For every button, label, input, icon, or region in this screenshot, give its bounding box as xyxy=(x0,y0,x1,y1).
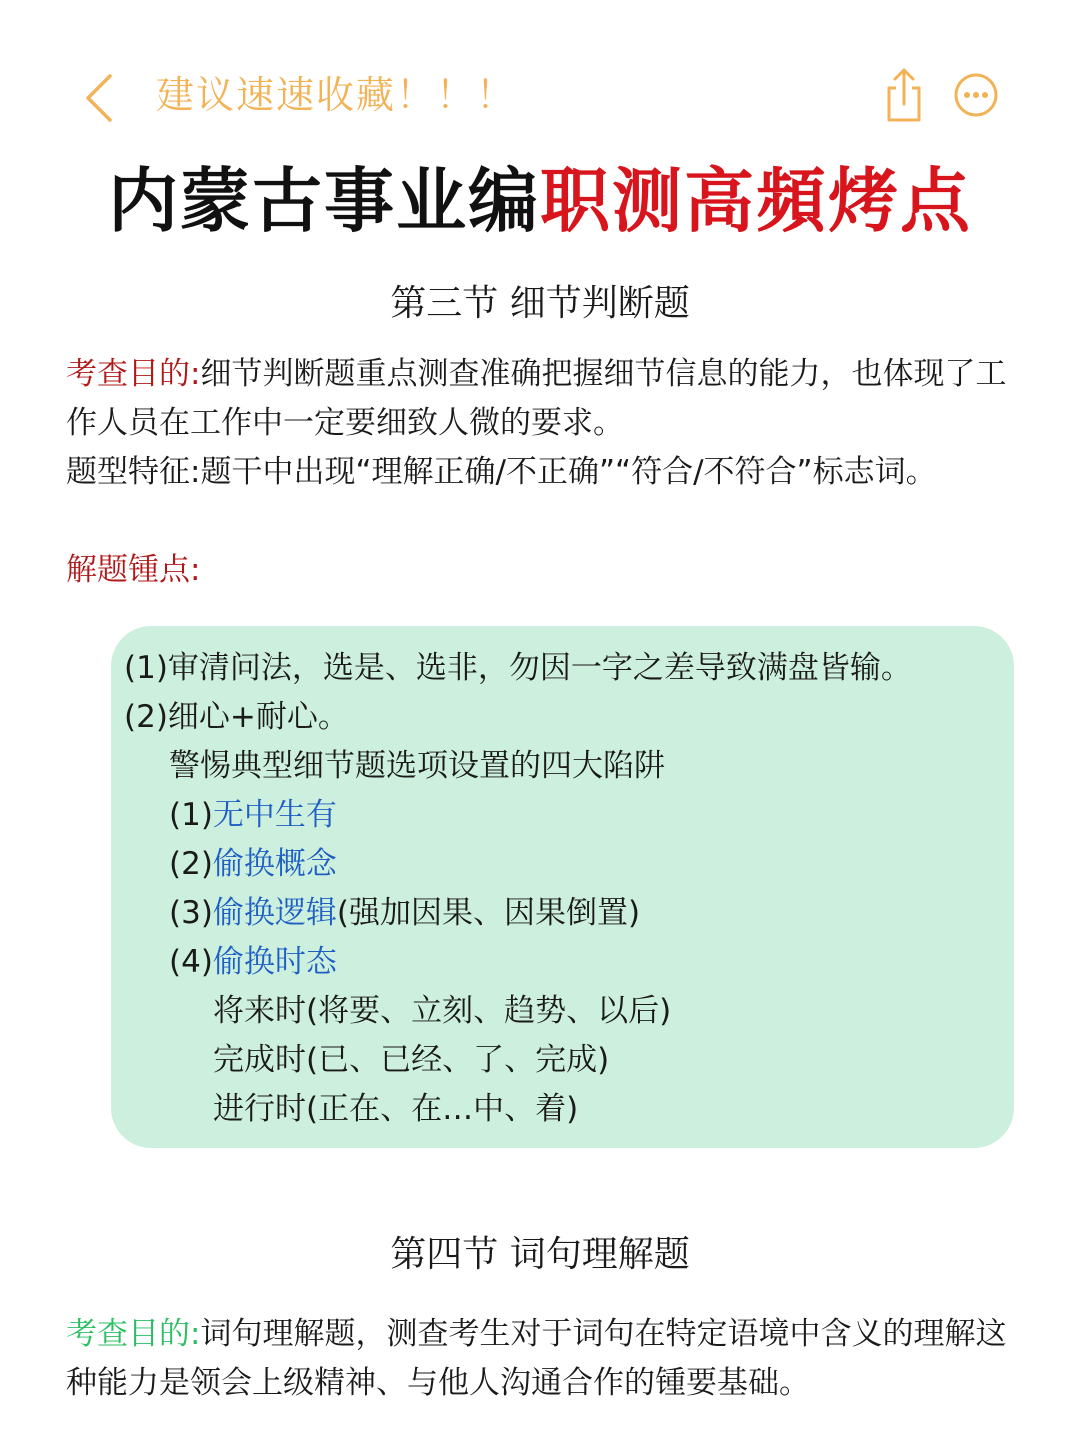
trap-number: (3) xyxy=(169,895,213,931)
section3-purpose-text: 细节判断题重点测查准确把握细节信息的能力，也体现了工作人员在工作中一定要细致人微的要求。 xyxy=(66,356,1007,441)
trap-item xyxy=(169,840,337,889)
section3-feature xyxy=(66,448,1016,497)
section3-anchor xyxy=(66,546,1016,595)
section4-purpose xyxy=(66,1310,1016,1408)
anchor-point-1: (1)审清问法，选是、选非，勿因一字之差导致满盘皆输。 xyxy=(124,650,912,686)
section3-feature-label: 题型特征: xyxy=(66,454,201,490)
section3-feature-text: 题干中出现“理解正确/不正确”“符合/不符合”标志词。 xyxy=(200,454,937,490)
anchor-point-2: (2)细心+耐心。 xyxy=(124,699,349,735)
trap-extra: (强加因果、因果倒置) xyxy=(336,895,641,931)
anchor-points-box xyxy=(111,626,1014,1148)
trap-name: 偷换概念 xyxy=(212,846,337,882)
trap-number: (4) xyxy=(169,944,213,980)
trap-name: 无中生有 xyxy=(212,797,337,833)
section3-title: 第三节 细节判断题 xyxy=(390,283,690,324)
trap-item xyxy=(169,889,640,938)
top-bar xyxy=(0,60,1080,132)
more-icon[interactable] xyxy=(953,72,999,118)
tense-progressive: 进行时(正在、在…中、着) xyxy=(213,1091,579,1127)
trap-item xyxy=(169,791,337,840)
trap-number: (1) xyxy=(169,797,213,833)
page-title-part1: 内蒙古事业编 xyxy=(108,160,540,242)
section3-anchor-label: 解题锺点: xyxy=(66,552,201,588)
traps-intro: 警惕典型细节题选项设置的四大陷阱 xyxy=(169,748,665,784)
section4-purpose-label: 考查目的: xyxy=(66,1316,201,1352)
section4-title: 第四节 词句理解题 xyxy=(390,1234,690,1275)
chevron-left-icon[interactable] xyxy=(80,70,120,126)
tense-future: 将来时(将要、立刻、趋势、以后) xyxy=(213,993,672,1029)
trap-number: (2) xyxy=(169,846,213,882)
page-title-part2: 职测高頻烤点 xyxy=(540,160,972,242)
tense-perfect: 完成时(已、已经、了、完成) xyxy=(213,1042,610,1078)
topbar-title: 建议速速收藏！！！ xyxy=(156,73,517,117)
section3-purpose-label: 考查目的: xyxy=(66,356,201,392)
section3-purpose xyxy=(66,350,1016,448)
trap-name: 偷换逻辑 xyxy=(212,895,337,931)
section4-purpose-text: 词句理解题，测查考生对于词句在特定语境中含义的理解这种能力是领会上级精神、与他人沟通合作的锺要基础。 xyxy=(66,1316,1007,1401)
page-title xyxy=(0,158,1080,244)
share-icon[interactable] xyxy=(884,66,924,124)
trap-item xyxy=(169,938,337,987)
trap-name: 偷换时态 xyxy=(212,944,337,980)
